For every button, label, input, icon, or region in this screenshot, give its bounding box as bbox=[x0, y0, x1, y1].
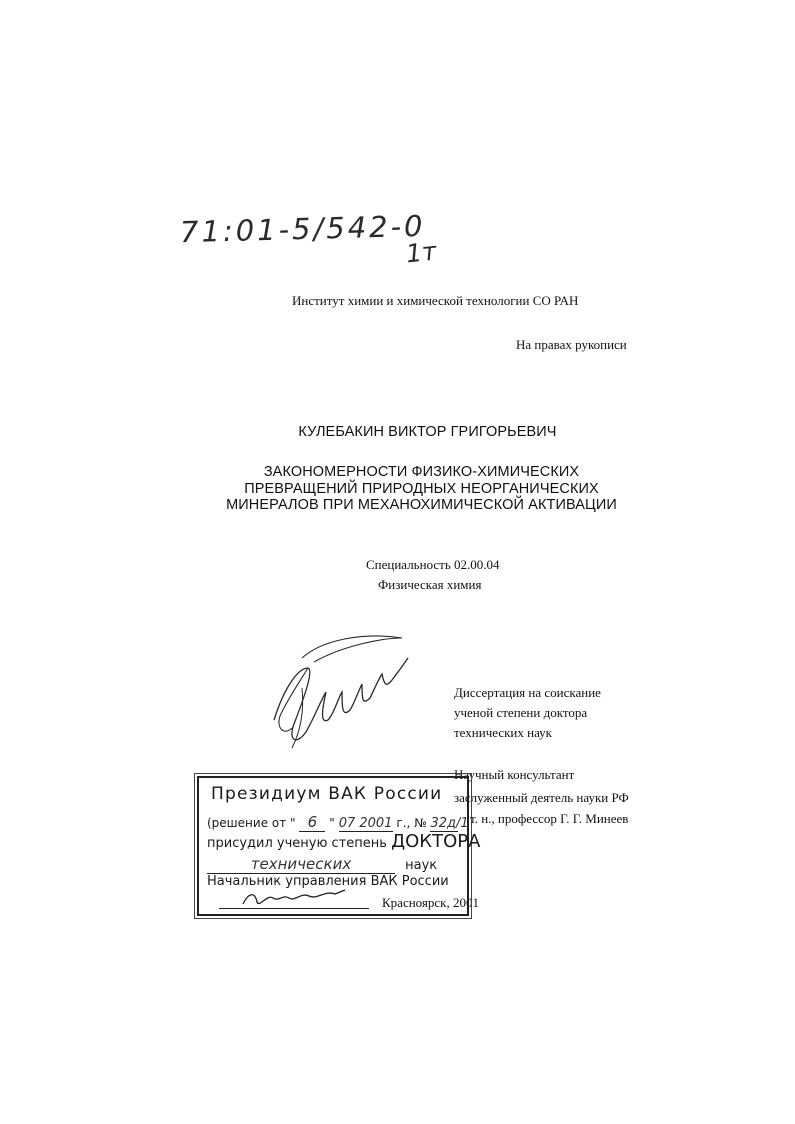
stamp-degree: ДОКТОРА bbox=[391, 831, 481, 852]
specialty-code: Специальность 02.00.04 bbox=[366, 557, 500, 572]
stamp-chief-signature bbox=[239, 888, 349, 910]
vak-stamp bbox=[197, 776, 481, 916]
stamp-decision-prefix: (решение от " bbox=[207, 816, 296, 830]
title-line-2: ПРЕВРАЩЕНИЙ ПРИРОДНЫХ НЕОРГАНИЧЕСКИХ bbox=[244, 481, 599, 497]
stamp-quote-1: " bbox=[329, 816, 335, 830]
stamp-decision-day: 6 bbox=[299, 813, 325, 832]
consultant-name: т. н., профессор Г. Г. Минеев bbox=[470, 811, 629, 826]
stamp-chief: Начальник управления ВАК России bbox=[207, 874, 449, 889]
manuscript-rights: На правах рукописи bbox=[516, 337, 627, 352]
stamp-field-row bbox=[207, 855, 437, 874]
author-name: КУЛЕБАКИН ВИКТОР ГРИГОРЬЕВИЧ bbox=[298, 424, 557, 440]
author-signature bbox=[262, 628, 412, 758]
title-line-1: ЗАКОНОМЕРНОСТИ ФИЗИКО-ХИМИЧЕСКИХ bbox=[263, 464, 580, 480]
handwritten-registration-number: 71:01-5/542-0 bbox=[179, 208, 426, 250]
dissertation-line-1: Диссертация на соискание bbox=[454, 685, 601, 700]
city-year: Красноярск, 2001 bbox=[382, 895, 479, 910]
consultant-title: заслуженный деятель науки РФ bbox=[454, 790, 629, 805]
dissertation-line-3: технических наук bbox=[454, 725, 553, 740]
stamp-field-handwritten: технических bbox=[207, 855, 395, 874]
dissertation-line-2: ученой степени доктора bbox=[454, 705, 588, 720]
stamp-decision-number: 32д/1 bbox=[430, 816, 469, 831]
handwritten-copy-mark: 1т bbox=[404, 236, 438, 269]
stamp-signature-line bbox=[219, 894, 369, 909]
stamp-award-label: присудил ученую степень bbox=[207, 836, 387, 851]
stamp-decision-date: 07 2001 bbox=[338, 816, 393, 831]
stamp-field-suffix: наук bbox=[405, 858, 438, 873]
specialty-name: Физическая химия bbox=[378, 577, 482, 592]
institute-name: Институт химии и химической технологии СО РАН bbox=[292, 293, 579, 308]
stamp-award-row bbox=[207, 831, 480, 852]
consultant-heading: Научный консультант bbox=[454, 767, 575, 782]
stamp-title: Президиум ВАК России bbox=[211, 784, 443, 804]
title-line-3: МИНЕРАЛОВ ПРИ МЕХАНОХИМИЧЕСКОЙ АКТИВАЦИИ bbox=[226, 497, 617, 513]
stamp-year-number: г., № bbox=[396, 816, 427, 830]
stamp-decision-row bbox=[207, 813, 469, 832]
